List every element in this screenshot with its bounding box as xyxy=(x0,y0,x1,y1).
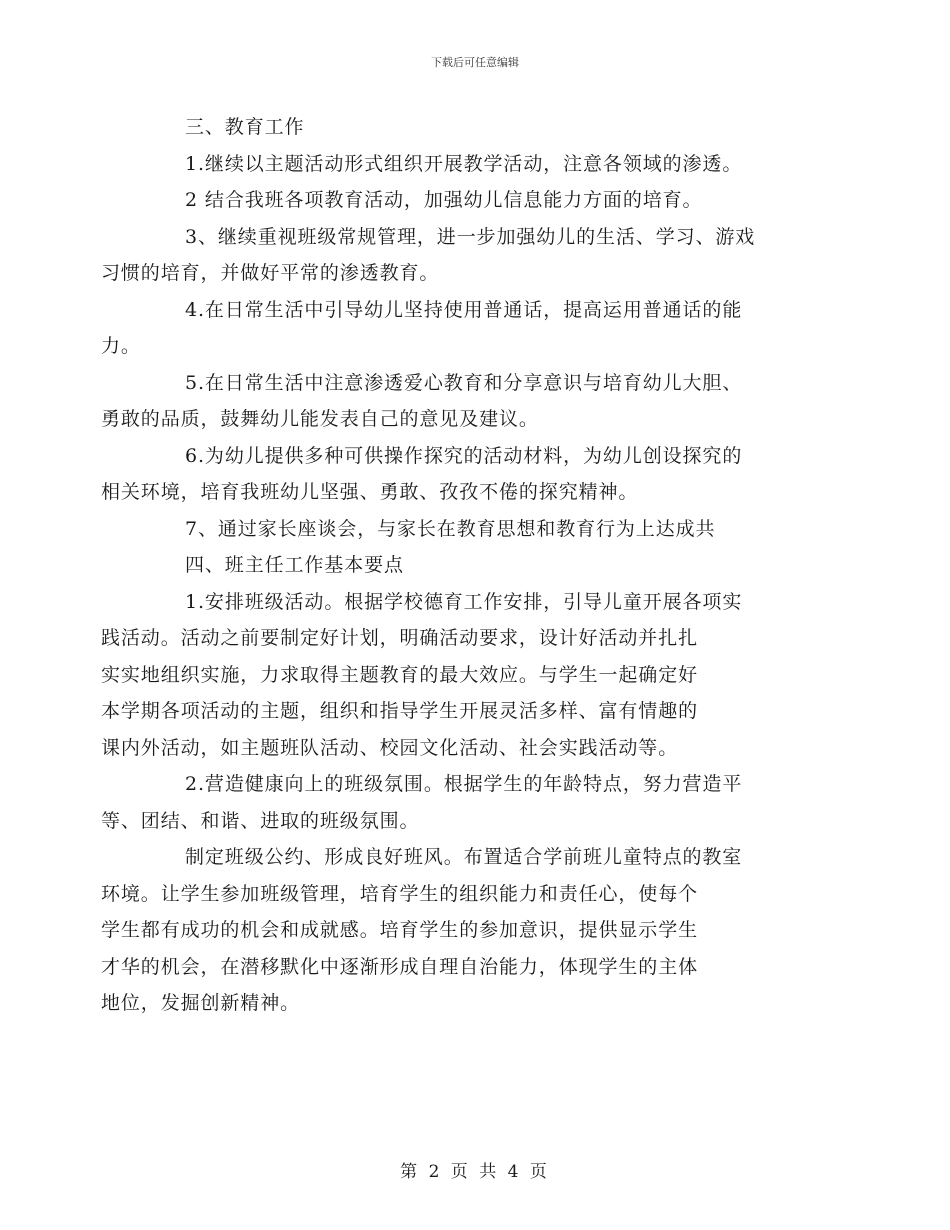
text-line: 本学期各项活动的主题，组织和指导学生开展灵活多样、富有情趣的 xyxy=(101,700,699,722)
paragraph xyxy=(101,839,823,1022)
text-line: 践活动。活动之前要制定好计划，明确活动要求，设计好活动并扎扎 xyxy=(101,627,699,649)
text-line: 力。 xyxy=(101,335,141,357)
text-line: 课内外活动，如主题班队活动、校园文化活动、社会实践活动等。 xyxy=(101,736,679,759)
text-line: 地位，发掘创新精神。 xyxy=(101,992,301,1014)
text-line: 等、团结、和谐、进取的班级氛围。 xyxy=(101,809,420,832)
paragraph xyxy=(101,365,823,438)
paragraph xyxy=(101,584,823,767)
text-line: 实实地组织实施，力求取得主题教育的最大效应。与学生一起确定好 xyxy=(101,663,699,686)
paragraph xyxy=(101,438,823,511)
text-line: 7、通过家长座谈会，与家长在教育思想和教育行为上达成共 xyxy=(185,517,716,540)
text-line: 5.在日常生活中注意渗透爱心教育和分享意识与培育幼儿大胆、 xyxy=(185,371,743,394)
paragraph xyxy=(101,292,823,365)
text-line: 制定班级公约、形成良好班风。布置适合学前班儿童特点的教室 xyxy=(185,846,743,868)
text-line: 四、班主任工作基本要点 xyxy=(185,554,404,576)
paragraph xyxy=(143,109,823,146)
page-header-note: 下载后可任意编辑 xyxy=(431,56,519,69)
text-line: 环境。让学生参加班级管理，培育学生的组织能力和责任心，使每个 xyxy=(101,882,699,905)
text-line: 相关环境，培育我班幼儿坚强、勇敢、孜孜不倦的探究精神。 xyxy=(101,481,639,503)
paragraph xyxy=(143,511,823,548)
text-line: 学生都有成功的机会和成就感。培育学生的参加意识，提供显示学生 xyxy=(101,919,699,941)
text-line: 1.安排班级活动。根据学校德育工作安排，引导儿童开展各项实 xyxy=(185,590,743,613)
text-line: 4.在日常生活中引导幼儿坚持使用普通话，提高运用普通话的能 xyxy=(185,298,743,321)
page-number: 第 2 页 共 4 页 xyxy=(400,1162,550,1182)
text-line: 习惯的培育，并做好平常的渗透教育。 xyxy=(101,262,440,284)
paragraph xyxy=(101,219,823,292)
text-line: 3、继续重视班级常规管理，进一步加强幼儿的生活、学习、游戏 xyxy=(185,225,756,248)
paragraph xyxy=(143,547,823,584)
paragraph xyxy=(143,146,823,183)
text-line: 2.营造健康向上的班级氛围。根据学生的年龄特点，努力营造平 xyxy=(185,773,743,795)
document-body xyxy=(101,109,823,1022)
paragraph xyxy=(101,766,823,839)
paragraph xyxy=(143,182,823,219)
text-line: 勇敢的品质，鼓舞幼儿能发表自己的意见及建议。 xyxy=(101,408,539,430)
text-line: 才华的机会，在潜移默化中逐渐形成自理自治能力，体现学生的主体 xyxy=(101,955,699,978)
text-line: 1.继续以主题活动形式组织开展教学活动，注意各领域的渗透。 xyxy=(185,152,743,175)
text-line: 6.为幼儿提供多种可供操作探究的活动材料，为幼儿创设探究的 xyxy=(185,444,743,467)
text-line: 2 结合我班各项教育活动，加强幼儿信息能力方面的培育。 xyxy=(185,189,703,211)
text-line: 三、教育工作 xyxy=(185,116,305,138)
